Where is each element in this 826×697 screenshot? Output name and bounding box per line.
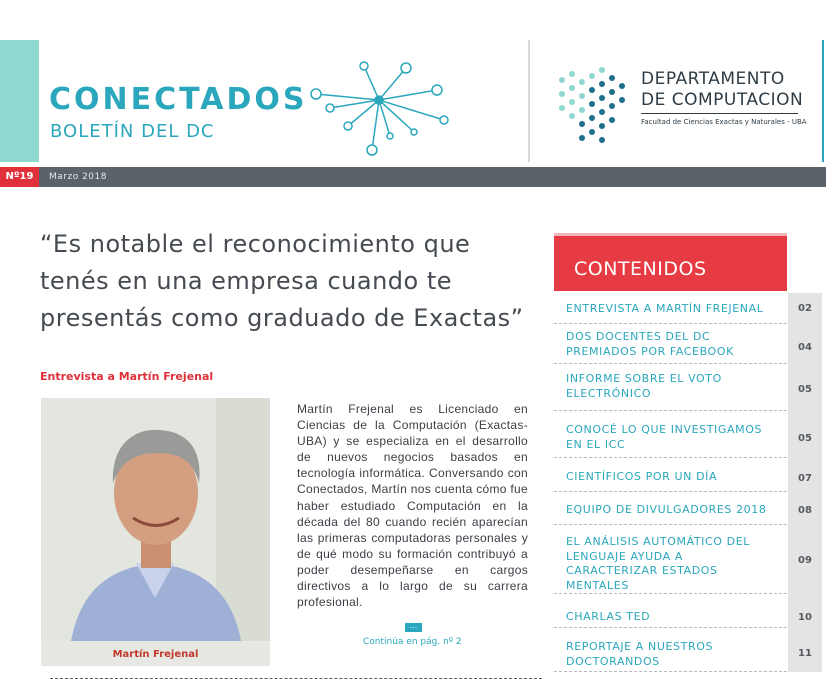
photo-caption: Martín Frejenal <box>41 641 270 666</box>
faculty-name: Facultad de Ciencias Exactas y Naturales - UBA <box>641 118 807 126</box>
header-right-edge <box>822 40 824 162</box>
header-accent-bar <box>0 40 39 162</box>
toc-item-label: ENTREVISTA A MARTÍN FREJENAL <box>566 302 764 315</box>
toc-item[interactable] <box>554 594 822 628</box>
issue-date: Marzo 2018 <box>49 172 107 182</box>
toc-item-label: CONOCÉ LO QUE INVESTIGAMOS EN EL ICC <box>566 423 763 451</box>
toc-item-label: DOS DOCENTES DEL DC PREMIADOS POR FACEBOOK <box>566 330 734 358</box>
toc-item[interactable] <box>554 364 822 411</box>
toc-title: CONTENIDOS <box>574 258 707 280</box>
toc-item[interactable] <box>554 293 822 324</box>
bottom-divider <box>50 678 542 679</box>
toc-item-page: 10 <box>788 594 822 628</box>
toc-item[interactable] <box>554 324 822 364</box>
toc-item-page: 07 <box>788 458 822 492</box>
toc-item[interactable] <box>554 492 822 525</box>
toc-item-page: 05 <box>788 411 822 458</box>
toc-item-label: CHARLAS TED <box>566 610 651 623</box>
toc-item-label: EQUIPO DE DIVULGADORES 2018 <box>566 503 767 516</box>
department-rule <box>641 113 798 114</box>
toc-item-label: REPORTAJE A NUESTROS DOCTORANDOS <box>566 640 714 668</box>
header-divider <box>528 40 530 162</box>
department-logo-icon <box>554 58 634 148</box>
portrait-illustration <box>41 398 270 641</box>
department-name-line1: DEPARTAMENTO <box>641 69 785 89</box>
toc-item-page: 02 <box>788 293 822 324</box>
toc-item-page: 04 <box>788 324 822 364</box>
issue-number-badge: Nº19 <box>0 167 39 187</box>
toc-item[interactable] <box>554 458 822 492</box>
toc-item[interactable] <box>554 525 822 594</box>
toc-item-label: INFORME SOBRE EL VOTO ELECTRÓNICO <box>566 372 722 400</box>
article-headline: “Es notable el reconocimiento que tenés en una empresa cuando te presentás como graduado de Exactas” <box>40 230 524 332</box>
continue-link[interactable]: Continúa en pág. nº 2 <box>363 637 462 647</box>
issue-bar <box>0 167 826 187</box>
toc-item-page: 08 <box>788 492 822 525</box>
toc-item-label: CIENTÍFICOS POR UN DÍA <box>566 470 718 483</box>
newsletter-subtitle: BOLETÍN DEL DC <box>50 121 215 142</box>
toc-header <box>554 233 787 291</box>
newsletter-title: CONECTADOS <box>49 82 308 117</box>
department-name-line2: DE COMPUTACION <box>641 90 804 110</box>
article-body: Martín Frejenal es Licenciado en Ciencias de la Computación (Exactas-UBA) y se especializa en el desarrollo de nuevos negocios basados en tecnología informática. Conversando con Conectados, Martín nos cuenta cómo fue haber estudiado Computación en la década del 80 cuando recién aparecían las primeras computadoras personales y de qué modo su formación contribuyó a poder desempeñarse en cargos directivos a lo largo de su carrera profesional. <box>297 402 528 610</box>
toc-item-page: 11 <box>788 628 822 672</box>
toc-item-label: EL ANÁLISIS AUTOMÁTICO DEL LENGUAJE AYUDA A CARACTERIZAR ESTADOS MENTALES <box>566 535 750 592</box>
network-logo-icon <box>304 58 454 160</box>
toc-item-page: 09 <box>788 525 822 594</box>
toc-item-page: 05 <box>788 364 822 411</box>
interviewee-photo <box>41 398 270 641</box>
article-subtitle: Entrevista a Martín Frejenal <box>40 370 214 383</box>
toc-item[interactable] <box>554 411 822 458</box>
toc-item[interactable] <box>554 628 822 672</box>
ellipsis-icon: ... <box>405 623 422 632</box>
